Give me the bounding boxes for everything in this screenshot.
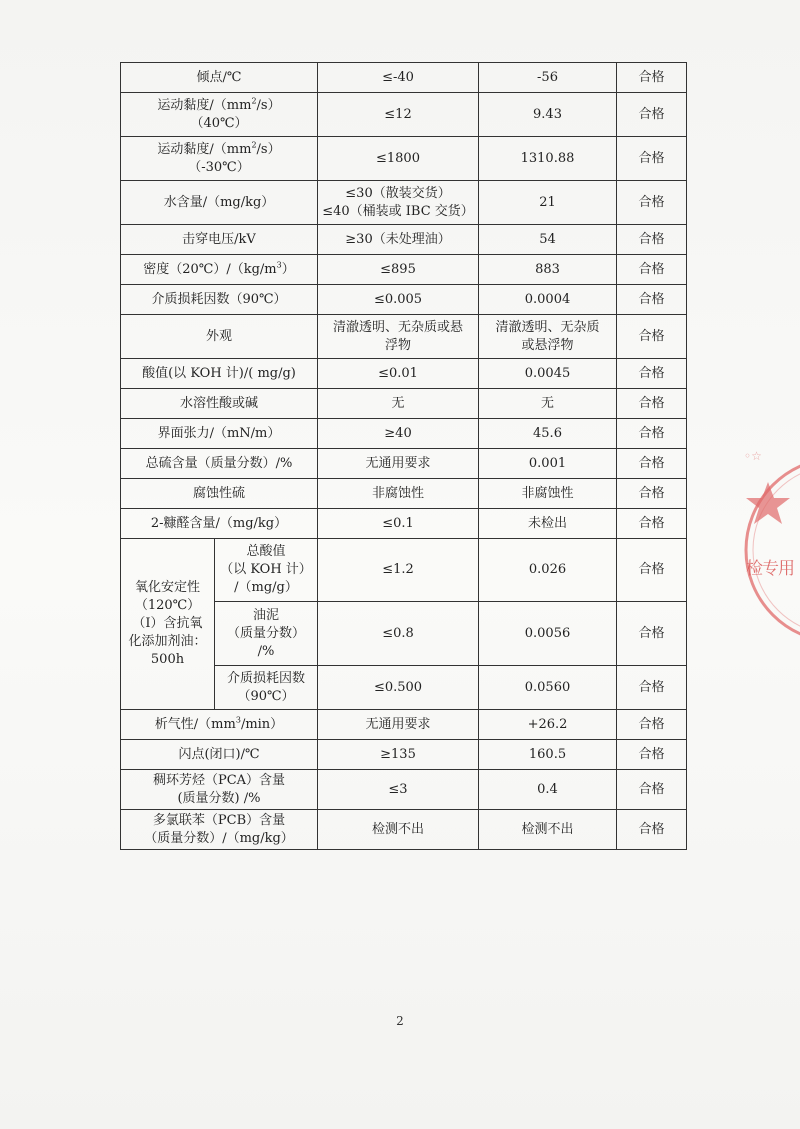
requirement-cell-text: 非腐蚀性 [371, 485, 424, 501]
result-cell [479, 181, 617, 225]
judgment-cell [617, 539, 687, 602]
requirement-cell [318, 359, 479, 389]
item-cell [121, 419, 318, 449]
item-text: (质量分数) /% [177, 790, 261, 806]
requirement-cell [318, 93, 479, 137]
oxidation-stability-cell [121, 539, 215, 710]
table-row [121, 285, 687, 315]
table-row [121, 63, 687, 93]
requirement-cell [318, 509, 479, 539]
judgment-text: 合格 [638, 328, 665, 344]
requirement-cell-text: 无通用要求 [365, 716, 431, 732]
judgment-text: 合格 [638, 679, 665, 695]
result-cell-text: 9.43 [533, 106, 562, 122]
result-cell-text: 无 [540, 395, 554, 411]
requirement-cell-text: 无通用要求 [365, 455, 431, 471]
judgment-text: 合格 [638, 395, 665, 411]
judgment-cell [617, 181, 687, 225]
requirement-cell-text: ≥30（未处理油） [345, 231, 451, 247]
sub-item-cell [215, 602, 318, 666]
judgment-cell [617, 810, 687, 850]
item-cell [121, 509, 318, 539]
requirement-cell [318, 710, 479, 740]
result-cell [479, 479, 617, 509]
requirement-cell-text: ≤0.1 [382, 515, 414, 531]
item-text: 倾点/℃ [196, 69, 242, 85]
result-cell [479, 93, 617, 137]
requirement-cell-text: ≥40 [384, 425, 412, 441]
requirement-cell-text: 无 [391, 395, 405, 411]
item-text: 击穿电压/kV [182, 231, 256, 247]
requirement-cell-text: 清澈透明、无杂质或悬 [332, 319, 463, 335]
superscript: 2 [251, 96, 257, 106]
sub-item-text: /% [257, 643, 275, 659]
judgment-cell [617, 479, 687, 509]
judgment-cell [617, 359, 687, 389]
judgment-text: 合格 [638, 746, 665, 762]
result-cell-text: 0.4 [537, 781, 558, 797]
item-cell [121, 449, 318, 479]
table-row [121, 359, 687, 389]
judgment-text: 合格 [638, 106, 665, 122]
table-row [121, 419, 687, 449]
requirement-cell [318, 181, 479, 225]
item-text: 水溶性酸或碱 [179, 395, 258, 411]
item-text: ） [281, 261, 295, 277]
table-row [121, 539, 687, 602]
result-cell [479, 419, 617, 449]
judgment-cell [617, 63, 687, 93]
result-cell-text: 0.0045 [524, 365, 571, 381]
requirement-cell-text: ≤3 [388, 781, 408, 797]
sub-item-text: 油泥 [252, 607, 279, 623]
requirement-cell [318, 63, 479, 93]
result-cell [479, 710, 617, 740]
item-cell [121, 810, 318, 850]
judgment-cell [617, 419, 687, 449]
result-cell [479, 449, 617, 479]
official-seal [738, 420, 800, 690]
requirement-text: ≤1.2 [382, 562, 414, 577]
result-cell [479, 359, 617, 389]
requirement-cell-text: ≥135 [380, 746, 416, 762]
judgment-text: 合格 [638, 365, 665, 381]
item-text: 外观 [205, 328, 232, 344]
oxidation-label: 氧化安定性 [134, 580, 200, 595]
judgment-cell [617, 666, 687, 710]
item-text: /s） [256, 97, 281, 113]
judgment-cell [617, 449, 687, 479]
requirement-cell-text: ≤12 [384, 106, 412, 122]
item-cell [121, 710, 318, 740]
result-cell [479, 225, 617, 255]
result-cell-text: 1310.88 [520, 150, 575, 166]
svg-text:◦☆: ◦☆ [744, 449, 762, 463]
table-row [121, 810, 687, 850]
page-number: 2 [396, 1014, 404, 1028]
judgment-text: 合格 [638, 485, 665, 501]
judgment-cell [617, 710, 687, 740]
result-cell [479, 810, 617, 850]
requirement-cell [318, 285, 479, 315]
item-text: 腐蚀性硫 [192, 485, 245, 501]
result-cell [479, 509, 617, 539]
requirement-cell-text: 浮物 [384, 337, 411, 353]
requirement-cell [318, 449, 479, 479]
result-cell [479, 389, 617, 419]
requirement-cell [318, 255, 479, 285]
judgment-text: 合格 [638, 231, 665, 247]
result-cell-text: 54 [539, 231, 556, 247]
requirement-cell [318, 315, 479, 359]
item-text: 介质损耗因数（90℃） [151, 291, 287, 307]
item-cell [121, 740, 318, 770]
requirement-cell-text: ≤0.01 [378, 365, 418, 381]
item-cell [121, 225, 318, 255]
result-cell-text: -56 [537, 69, 558, 85]
superscript: 2 [251, 140, 257, 150]
requirement-cell [318, 740, 479, 770]
requirement-cell-text: ≤0.005 [373, 291, 423, 307]
item-text: 析气性/（mm [154, 716, 236, 732]
result-cell-text: 0.001 [528, 455, 567, 471]
judgment-text: 合格 [638, 425, 665, 441]
item-text: 运动黏度/（mm [157, 141, 252, 157]
table-row [121, 181, 687, 225]
item-text: 稠环芳烃（PCA）含量 [152, 772, 286, 788]
sub-item-text: 总酸值 [246, 544, 286, 559]
requirement-cell-text: ≤40（桶装或 IBC 交货） [322, 203, 474, 219]
sub-item-cell [215, 666, 318, 710]
result-cell-text: 0.0004 [524, 291, 571, 307]
oxidation-label: 500h [150, 652, 185, 667]
oxidation-label: （120℃） [134, 598, 201, 613]
judgment-text: 合格 [638, 625, 665, 641]
item-cell [121, 181, 318, 225]
requirement-text: ≤0.500 [373, 679, 423, 695]
requirement-text: ≤0.8 [382, 625, 414, 641]
table-row [121, 449, 687, 479]
table-row [121, 255, 687, 285]
superscript: 3 [276, 260, 282, 270]
result-text: 0.0056 [524, 625, 571, 641]
result-cell [479, 770, 617, 810]
table-row [121, 137, 687, 181]
requirement-cell [318, 539, 479, 602]
item-cell [121, 93, 318, 137]
item-text: 闪点(闭口)/℃ [178, 746, 260, 762]
judgment-cell [617, 285, 687, 315]
result-cell-text: 未检出 [527, 515, 567, 531]
judgment-cell [617, 93, 687, 137]
item-cell [121, 315, 318, 359]
judgment-cell [617, 315, 687, 359]
judgment-cell [617, 770, 687, 810]
result-cell [479, 315, 617, 359]
table-row [121, 740, 687, 770]
result-cell-text: 检测不出 [521, 821, 574, 837]
item-text: 酸值(以 KOH 计)/( mg/g) [142, 365, 296, 381]
table-row [121, 479, 687, 509]
sub-item-cell [215, 539, 318, 602]
sub-item-text: （质量分数） [226, 625, 305, 641]
judgment-cell [617, 602, 687, 666]
item-cell [121, 285, 318, 315]
judgment-cell [617, 740, 687, 770]
judgment-text: 合格 [638, 261, 665, 277]
result-cell-text: +26.2 [527, 716, 568, 732]
oxidation-label: 化添加剂油： [128, 634, 207, 649]
result-cell [479, 63, 617, 93]
result-cell [479, 255, 617, 285]
judgment-text: 合格 [638, 515, 665, 531]
item-text: 界面张力/（mN/m） [157, 425, 281, 441]
requirement-cell-text: ≤30（散装交货） [345, 185, 451, 201]
requirement-cell-text: ≤1800 [376, 150, 420, 166]
requirement-cell [318, 225, 479, 255]
table-row [121, 225, 687, 255]
table-row [121, 315, 687, 359]
table-row [121, 389, 687, 419]
item-cell [121, 137, 318, 181]
judgment-text: 合格 [638, 781, 665, 797]
sub-item-text: 介质损耗因数 [226, 670, 305, 686]
result-cell-text: 非腐蚀性 [521, 485, 574, 501]
item-text: 2-糠醛含量/（mg/kg） [150, 515, 288, 531]
table-row [121, 770, 687, 810]
result-cell-text: 清澈透明、无杂质 [495, 319, 600, 335]
requirement-cell [318, 137, 479, 181]
seal-text: 检专用 [746, 559, 794, 579]
test-results-table [120, 62, 687, 850]
sub-item-text: （以 KOH 计） [220, 562, 312, 577]
item-cell [121, 770, 318, 810]
requirement-cell-text: 检测不出 [371, 821, 424, 837]
judgment-cell [617, 137, 687, 181]
requirement-cell-text: ≤-40 [382, 69, 414, 85]
item-cell [121, 479, 318, 509]
table-row [121, 710, 687, 740]
item-text: （-30℃） [188, 159, 250, 175]
item-text: /s） [256, 141, 281, 157]
result-cell [479, 137, 617, 181]
item-text: （40℃） [190, 115, 248, 131]
judgment-text: 合格 [638, 150, 665, 166]
requirement-cell [318, 602, 479, 666]
result-cell [479, 740, 617, 770]
judgment-text: 合格 [638, 194, 665, 210]
requirement-cell [318, 810, 479, 850]
requirement-cell [318, 666, 479, 710]
requirement-cell [318, 419, 479, 449]
item-cell [121, 389, 318, 419]
item-cell [121, 359, 318, 389]
judgment-text: 合格 [638, 716, 665, 732]
item-text: 总硫含量（质量分数）/% [145, 455, 293, 471]
item-text: /min） [240, 716, 284, 732]
item-cell [121, 255, 318, 285]
result-cell [479, 666, 617, 710]
judgment-cell [617, 225, 687, 255]
item-text: 密度（20℃）/（kg/m [143, 261, 277, 277]
judgment-cell [617, 389, 687, 419]
judgment-cell [617, 509, 687, 539]
table-row [121, 509, 687, 539]
superscript: 3 [235, 715, 241, 725]
sub-item-text: （90℃） [237, 688, 295, 704]
sub-item-text: /（mg/g） [234, 580, 298, 595]
result-cell-text: 160.5 [528, 746, 567, 762]
item-text: （质量分数）/（mg/kg） [144, 830, 294, 846]
item-text: 水含量/（mg/kg） [163, 194, 275, 210]
oxidation-label: （I）含抗氧 [132, 616, 203, 631]
result-cell-text: 45.6 [533, 425, 562, 441]
requirement-cell [318, 770, 479, 810]
table-row [121, 93, 687, 137]
judgment-text: 合格 [638, 69, 665, 85]
result-text: 0.0560 [524, 679, 571, 695]
judgment-text: 合格 [638, 562, 665, 577]
result-cell-text: 21 [539, 194, 556, 210]
item-cell [121, 63, 318, 93]
judgment-text: 合格 [638, 821, 665, 837]
requirement-cell [318, 479, 479, 509]
result-cell-text: 883 [535, 261, 560, 277]
requirement-cell [318, 389, 479, 419]
result-cell-text: 或悬浮物 [521, 337, 574, 353]
result-text: 0.026 [528, 562, 567, 577]
judgment-text: 合格 [638, 291, 665, 307]
judgment-text: 合格 [638, 455, 665, 471]
result-cell [479, 539, 617, 602]
item-text: 多氯联苯（PCB）含量 [152, 812, 286, 828]
requirement-cell-text: ≤895 [380, 261, 416, 277]
item-text: 运动黏度/（mm [157, 97, 252, 113]
judgment-cell [617, 255, 687, 285]
result-cell [479, 285, 617, 315]
result-cell [479, 602, 617, 666]
